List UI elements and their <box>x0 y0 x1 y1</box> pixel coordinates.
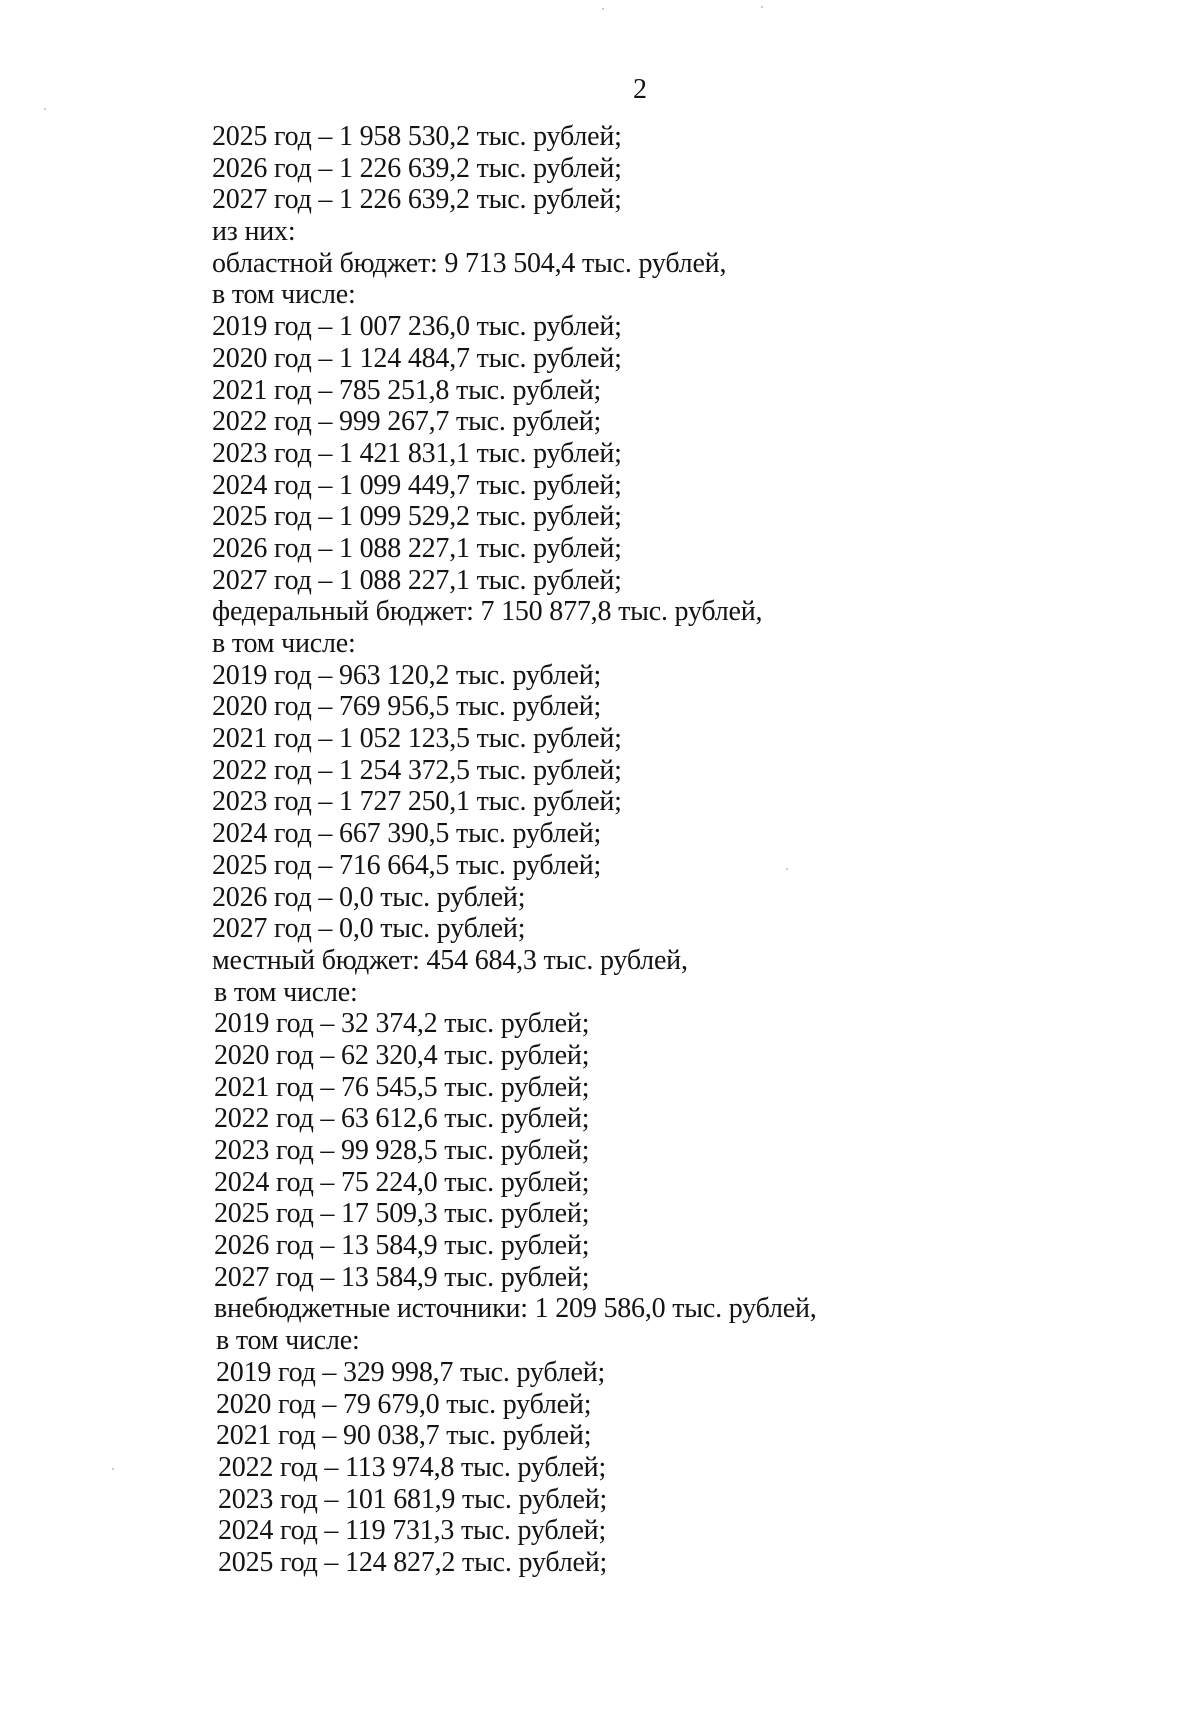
scan-speck <box>786 868 788 870</box>
text-line: в том числе: <box>212 628 356 659</box>
text-line: 2024 год – 1 099 449,7 тыс. рублей; <box>212 469 622 501</box>
text-line: 2021 год – 785 251,8 тыс. рублей; <box>212 374 602 406</box>
text-line: в том числе: <box>216 1325 360 1357</box>
scan-speck <box>112 1468 114 1470</box>
text-line: 2021 год – 1 052 123,5 тыс. рублей; <box>212 723 622 755</box>
text-line: 2027 год – 0,0 тыс. рублей; <box>212 913 526 945</box>
text-line: 2019 год – 32 374,2 тыс. рублей; <box>214 1008 590 1040</box>
text-line: 2027 год – 1 226 639,2 тыс. рублей; <box>212 184 622 216</box>
text-line: 2022 год – 63 612,6 тыс. рублей; <box>214 1103 590 1135</box>
text-line: 2020 год – 79 679,0 тыс. рублей; <box>216 1388 592 1420</box>
text-line: 2022 год – 999 267,7 тыс. рублей; <box>212 406 602 438</box>
text-line: 2019 год – 963 120,2 тыс. рублей; <box>212 659 602 691</box>
section-heading-extrabudgetary-sources: внебюджетные источники: 1 209 586,0 тыс. рублей, <box>214 1293 817 1325</box>
text-line: 2020 год – 769 956,5 тыс. рублей; <box>212 691 602 723</box>
text-line: 2026 год – 1 226 639,2 тыс. рублей; <box>212 152 622 184</box>
text-line: 2027 год – 13 584,9 тыс. рублей; <box>214 1261 590 1293</box>
text-line: 2025 год – 1 958 530,2 тыс. рублей; <box>212 121 622 152</box>
text-line: 2026 год – 1 088 227,1 тыс. рублей; <box>212 532 622 564</box>
text-line: 2019 год – 329 998,7 тыс. рублей; <box>216 1356 606 1388</box>
text-line: 2024 год – 667 390,5 тыс. рублей; <box>212 818 602 850</box>
text-line: 2020 год – 1 124 484,7 тыс. рублей; <box>212 342 622 374</box>
section-heading-regional-budget: областной бюджет: 9 713 504,4 тыс. рублей, <box>212 247 727 279</box>
text-line: в том числе: <box>212 279 356 311</box>
text-line: 2025 год – 716 664,5 тыс. рублей; <box>212 849 602 881</box>
text-line: 2023 год – 101 681,9 тыс. рублей; <box>218 1483 608 1515</box>
text-line: 2025 год – 1 099 529,2 тыс. рублей; <box>212 501 622 533</box>
text-line: 2026 год – 0,0 тыс. рублей; <box>212 881 526 913</box>
text-line: 2020 год – 62 320,4 тыс. рублей; <box>214 1039 590 1071</box>
scan-speck <box>44 108 46 110</box>
text-line: 2021 год – 90 038,7 тыс. рублей; <box>216 1420 592 1452</box>
text-line: 2023 год – 99 928,5 тыс. рублей; <box>214 1135 590 1166</box>
text-line: 2019 год – 1 007 236,0 тыс. рублей; <box>212 311 622 343</box>
section-heading-federal-budget: федеральный бюджет: 7 150 877,8 тыс. рублей, <box>212 596 763 628</box>
text-line: 2022 год – 1 254 372,5 тыс. рублей; <box>212 754 622 786</box>
text-line: в том числе: <box>214 976 358 1008</box>
text-line: 2025 год – 17 509,3 тыс. рублей; <box>214 1198 590 1230</box>
scan-speck <box>602 8 604 10</box>
text-line: 2024 год – 75 224,0 тыс. рублей; <box>214 1166 590 1198</box>
text-line: 2021 год – 76 545,5 тыс. рублей; <box>214 1071 590 1103</box>
scan-speck <box>761 6 763 8</box>
document-body <box>212 121 1112 1579</box>
section-heading-local-budget: местный бюджет: 454 684,3 тыс. рублей, <box>212 944 688 976</box>
text-line: 2026 год – 13 584,9 тыс. рублей; <box>214 1230 590 1262</box>
text-line: из них: <box>212 216 296 248</box>
text-line: 2025 год – 124 827,2 тыс. рублей; <box>218 1546 608 1578</box>
text-line: 2022 год – 113 974,8 тыс. рублей; <box>218 1451 607 1483</box>
text-line: 2023 год – 1 421 831,1 тыс. рублей; <box>212 437 622 469</box>
text-line: 2023 год – 1 727 250,1 тыс. рублей; <box>212 786 622 818</box>
text-line: 2024 год – 119 731,3 тыс. рублей; <box>218 1515 607 1547</box>
text-line: 2027 год – 1 088 227,1 тыс. рублей; <box>212 564 622 596</box>
page-number: 2 <box>633 74 647 105</box>
